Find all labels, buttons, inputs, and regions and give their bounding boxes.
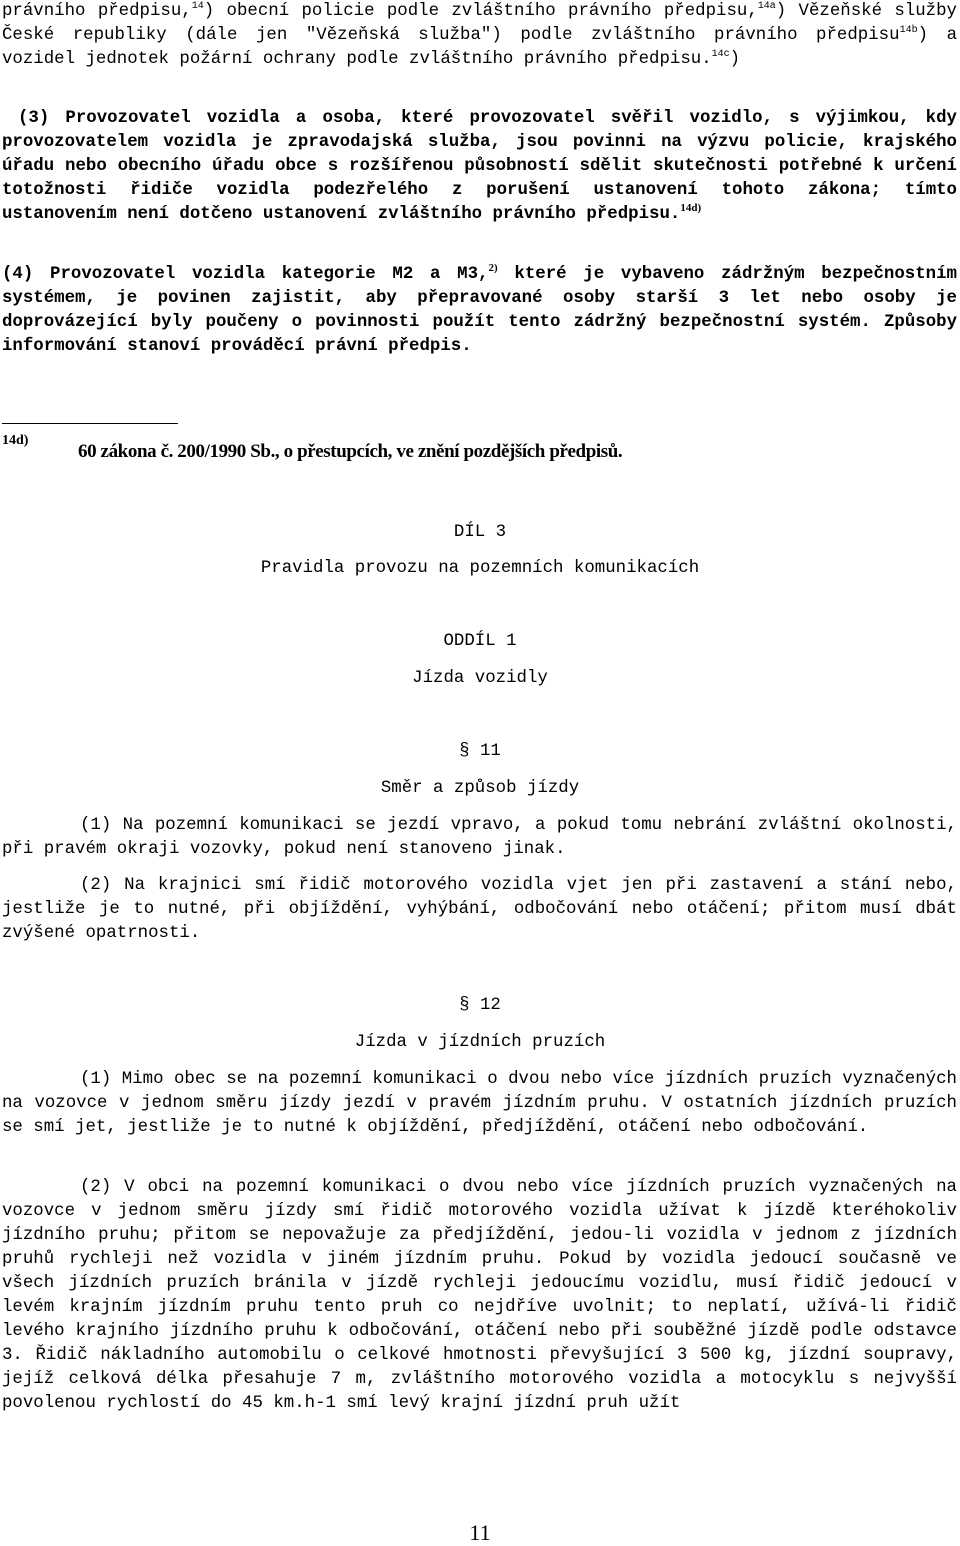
page-number: 11 [469,1520,491,1545]
footnote-ref-14d: 14d) [680,202,702,215]
footnote-text: 60 zákona č. 200/1990 Sb., o přestupcích, ve znění pozdějších předpisů. [78,441,623,462]
text-fragment: které je vybaveno zádržným bezpečnostním systémem, je povinen zajistit, aby přepravované osoby starší 3 let nebo osoby je doprovázející byly poučeny o povinnosti použít tento zádržný bezpečnostní systém. Způsoby informování stanoví prováděcí právní předpis. [2,265,957,356]
footnote-ref-14b: 14b [899,25,918,37]
section-11-paragraph-1 [2,814,957,862]
footnote-ref-14c: 14c [711,49,730,61]
text-fragment: ) [729,50,741,69]
section-11-paragraph-2 [2,874,957,946]
paragraph-3-text: (3) Provozovatel vozidla a osoba, které provozovatel svěřil vozidlo, s výjimkou, kdy provozovatelem vozidla je zpravodajská služba, jsou povinni na výzvu policie, krajského úřadu nebo obecního úřadu obce s rozšířenou působností sdělit skutečnosti potřebné k určení totožnosti řidiče vozidla podezřelého z porušení ustanovení tohoto zákona; tímto ustanovením není dotčeno ustanovení zvláštního právního předpisu. [2,109,957,224]
footnote-separator [2,423,178,424]
text-fragment: ) a vozidel jednotek požární ochrany podle zvláštního právního předpisu. [2,26,958,69]
division-title: Jízda vozidly [412,669,548,688]
text-fragment: ) Vězeňské služby České republiky (dále jen "Vězeňská služba") podle zvláštního právního předpisu [2,2,957,45]
paragraph-text: (2) Na krajnici smí řidič motorového vozidla vjet jen při zastavení a stání nebo, jestliže je to nutné, při objíždění, vyhýbání, odbočování nebo otáčení; přitom musí dbát zvýšené opatrnosti. [2,876,957,943]
section-11-title: Směr a způsob jízdy [380,779,580,798]
paragraph-continuation [2,0,957,72]
paragraph-4 [2,263,957,359]
text-fragment: (4) Provozovatel vozidla kategorie M2 a M3, [2,265,489,284]
paragraph-text: (1) Na pozemní komunikaci se jezdí vpravo, a pokud tomu nebrání zvláštní okolnosti, při pravém okraji vozovky, pokud není stanoveno jinak. [2,816,957,859]
text-fragment: ) obecní policie podle zvláštního právního předpisu, [203,2,758,21]
footnote-mark: 14d) [2,433,29,448]
section-12-paragraph-1 [2,1068,957,1140]
section-11-number: § 11 [459,742,501,761]
section-12-number: § 12 [459,996,501,1015]
footnote-ref-2: 2) [488,262,498,275]
paragraph-text: (1) Mimo obec se na pozemní komunikaci o dvou nebo více jízdních pruzích vyznačených na vozovce v jednom směru jízdy jezdí v pravém jízdním pruhu. V ostatních jízdních pruzích se smí jet, jestliže je to nutné k objíždění, předjíždění, otáčení nebo odbočování. [2,1070,957,1137]
part-title: Pravidla provozu na pozemních komunikacích [260,559,700,578]
footnote-ref-14a: 14a [757,1,776,13]
text-fragment: právního předpisu, [2,2,192,21]
section-12-title: Jízda v jízdních pruzích [354,1033,606,1052]
paragraph-text: (2) V obci na pozemní komunikaci o dvou nebo více jízdních pruzích vyznačených na vozovce v jednom směru jízdy smí řidič motorového vozidla užívat k jízdě kteréhokoliv jízdního pruhu; přitom se nepovažuje za předjíždění, jedou-li vozidla v jednom z jízdních pruhů rychleji než vozidla v jiném jízdním pruhu. Pokud by vozidla jedoucí současně ve všech jízdních pruzích bránila v jízdě rychleji jedoucímu vozidlu, musí řidič jedoucí v levém krajním jízdním pruhu tento pruh co nejdříve uvolnit; to neplatí, užívá-li řidič levého krajního jízdního pruhu k odbočování, otáčení nebo při souběžné jízdě podle odstavce 3. Řidič nákladního automobilu o celkové hmotnosti převyšující 3 500 kg, jízdní soupravy, jejíž celková délka přesahuje 7 m, zvláštního motorového vozidla a motocyklu s nejvyšší povolenou rychlostí do 45 km.h-1 smí levý krajní jízdní pruh užít [2,1178,957,1413]
section-12-paragraph-2 [2,1176,957,1416]
footnote-ref-14: 14 [191,1,204,13]
paragraph-3 [2,107,957,227]
division-heading: ODDÍL 1 [443,632,517,651]
part-heading: DÍL 3 [453,523,507,542]
